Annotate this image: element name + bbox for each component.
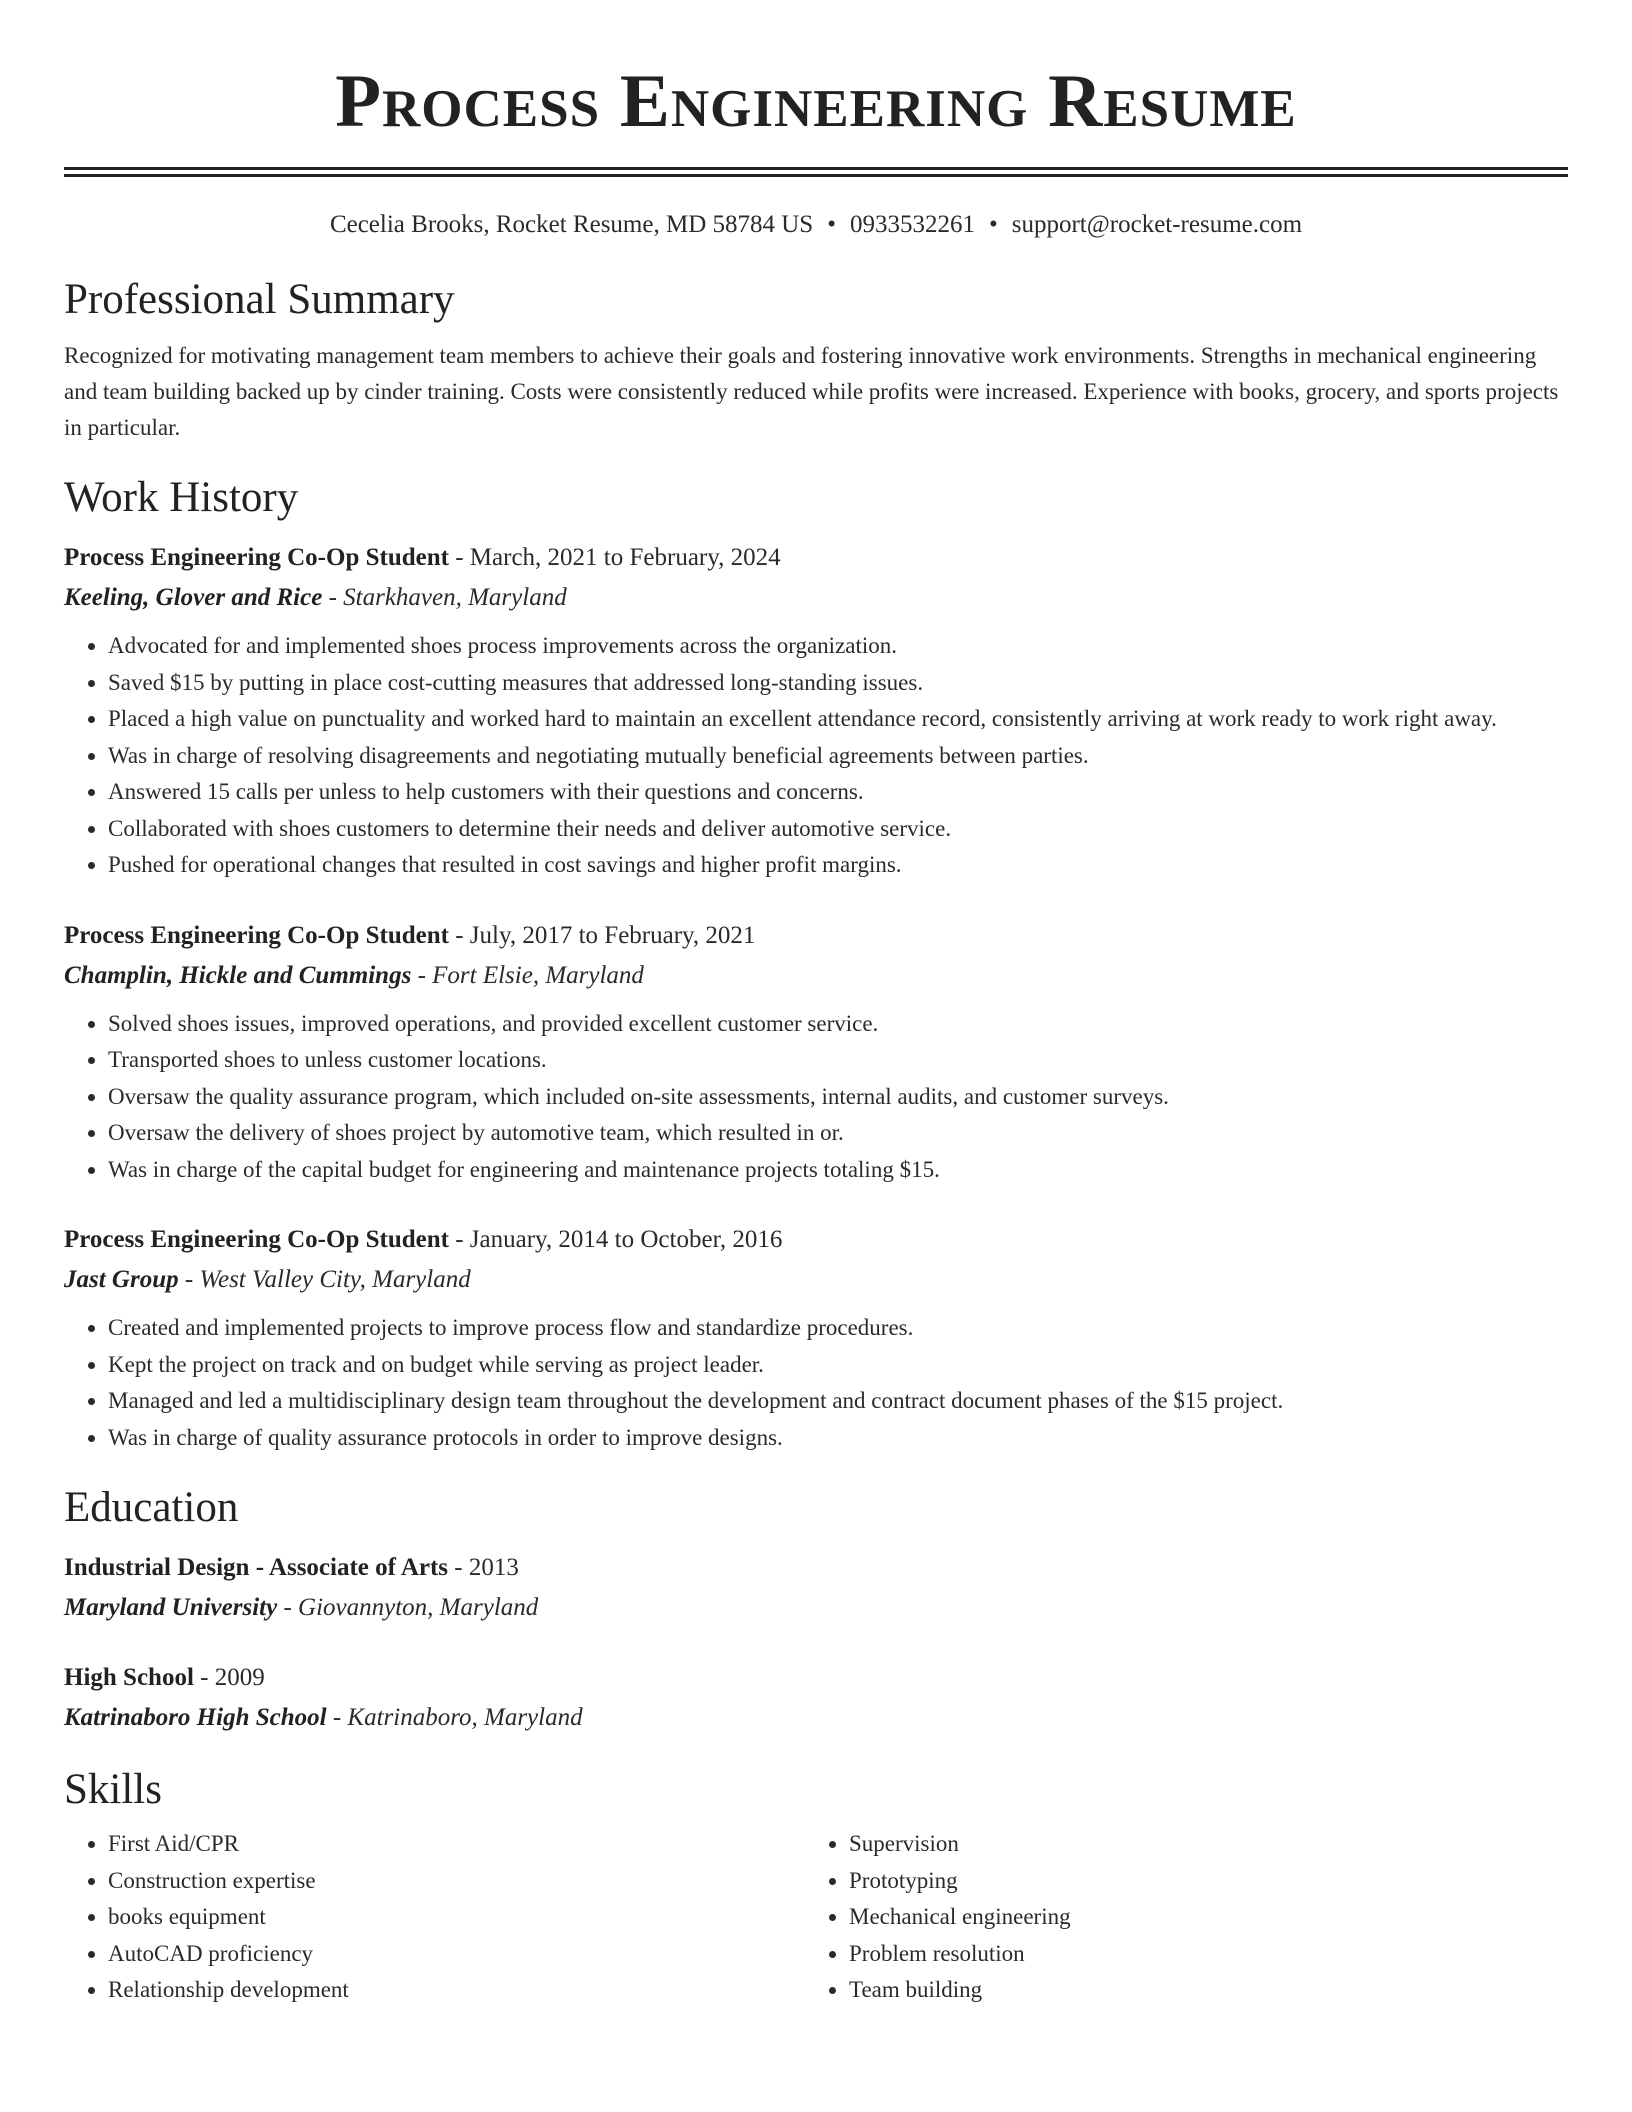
- contact-phone: 0933532261: [849, 211, 975, 238]
- employer-location: - West Valley City, Maryland: [178, 1266, 471, 1293]
- skill-item: • First Aid/CPR: [108, 1826, 805, 1863]
- skills-heading: Skills: [64, 1766, 162, 1813]
- skills-list-right: [805, 1826, 1568, 2009]
- work-history-list: [64, 538, 1568, 1456]
- employer-line: [64, 578, 1568, 618]
- skill-item: • Problem resolution: [849, 1936, 1568, 1973]
- job-bullet: • Placed a high value on punctuality and worked hard to maintain an excellent attendance record, consistently arriving at work ready to work right away.: [108, 701, 1568, 738]
- employer-location: - Fort Elsie, Maryland: [411, 961, 644, 989]
- title-double-rule: [64, 167, 1568, 177]
- job-title: Process Engineering Co-Op Student: [64, 921, 449, 949]
- skill-item: • Construction expertise: [108, 1863, 805, 1900]
- skills-list-left: [64, 1826, 805, 2009]
- job-bullet: • Advocated for and implemented shoes process improvements across the organization.: [108, 628, 1568, 665]
- job-bullet: • Was in charge of quality assurance protocols in order to improve designs.: [108, 1420, 1568, 1457]
- resume-title: Process Engineering Resume: [335, 60, 1297, 143]
- skill-item: • AutoCAD proficiency: [108, 1936, 805, 1973]
- skill-item: • Mechanical engineering: [849, 1899, 1568, 1936]
- skill-item: • Prototyping: [849, 1863, 1568, 1900]
- education-heading: Education: [64, 1484, 239, 1531]
- job-dates: - July, 2017 to February, 2021: [448, 921, 756, 949]
- employer-name: Champlin, Hickle and Cummings: [64, 961, 412, 989]
- employer-line: [64, 956, 1568, 996]
- contact-line: [64, 211, 1568, 239]
- education-entry: [64, 1548, 1568, 1628]
- school-location: - Giovannyton, Maryland: [277, 1594, 539, 1621]
- job-bullet: • Oversaw the delivery of shoes project by automotive team, which resulted in or.: [108, 1115, 1568, 1152]
- skill-item: • books equipment: [108, 1899, 805, 1936]
- job-bullets: [64, 628, 1568, 884]
- skill-item: • Supervision: [849, 1826, 1568, 1863]
- employer-name: Jast Group: [64, 1266, 179, 1293]
- degree-line: [64, 1548, 1568, 1588]
- job-bullet: • Collaborated with shoes customers to determine their needs and deliver automotive service.: [108, 811, 1568, 848]
- job-bullet: • Transported shoes to unless customer locations.: [108, 1042, 1568, 1079]
- job-bullet: • Kept the project on track and on budget while serving as project leader.: [108, 1347, 1568, 1384]
- school-line: [64, 1588, 1568, 1628]
- job-title-line: [64, 1220, 1568, 1260]
- contact-separator: •: [988, 211, 998, 238]
- job-title-line: [64, 538, 1568, 578]
- school-line: [64, 1698, 1568, 1738]
- school-location: - Katrinaboro, Maryland: [326, 1704, 583, 1731]
- degree-name: Industrial Design - Associate of Arts: [64, 1554, 449, 1581]
- job-bullet: • Saved $15 by putting in place cost-cutting measures that addressed long-standing issues.: [108, 665, 1568, 702]
- contact-email: support@rocket-resume.com: [1011, 211, 1303, 238]
- degree-year: - 2009: [193, 1664, 265, 1691]
- job-bullets: [64, 1310, 1568, 1456]
- job-title: Process Engineering Co-Op Student: [64, 544, 449, 571]
- employer-location: - Starkhaven, Maryland: [322, 584, 567, 611]
- job-bullets: [64, 1006, 1568, 1189]
- degree-line: [64, 1658, 1568, 1698]
- degree-year: - 2013: [448, 1554, 519, 1581]
- school-name: Maryland University: [64, 1594, 278, 1621]
- job-dates: - January, 2014 to October, 2016: [448, 1226, 783, 1253]
- job-bullet: • Oversaw the quality assurance program, which included on-site assessments, internal audits, and customer surveys.: [108, 1079, 1568, 1116]
- job-title: Process Engineering Co-Op Student: [64, 1226, 449, 1253]
- job-entry: [64, 538, 1568, 884]
- job-entry: [64, 1220, 1568, 1456]
- skill-item: • Relationship development: [108, 1972, 805, 2009]
- education-entry: [64, 1658, 1568, 1738]
- job-bullet: • Managed and led a multidisciplinary design team throughout the development and contract document phases of the $15 project.: [108, 1383, 1568, 1420]
- job-bullet: • Created and implemented projects to improve process flow and standardize procedures.: [108, 1310, 1568, 1347]
- job-bullet: • Answered 15 calls per unless to help customers with their questions and concerns.: [108, 774, 1568, 811]
- job-bullet: • Pushed for operational changes that resulted in cost savings and higher profit margins.: [108, 847, 1568, 884]
- skills-columns: [64, 1826, 1568, 2009]
- school-name: Katrinaboro High School: [64, 1704, 327, 1731]
- contact-address: Cecelia Brooks, Rocket Resume, MD 58784 US: [329, 211, 814, 238]
- summary-heading: Professional Summary: [64, 276, 455, 323]
- job-title-line: [64, 916, 1568, 956]
- employer-name: Keeling, Glover and Rice: [64, 584, 323, 611]
- job-bullet: • Solved shoes issues, improved operations, and provided excellent customer service.: [108, 1006, 1568, 1043]
- job-dates: - March, 2021 to February, 2024: [448, 544, 781, 571]
- skill-item: • Team building: [849, 1972, 1568, 2009]
- summary-text: Recognized for motivating management team members to achieve their goals and fostering innovative work environments. Strengths in mechanical engineering and team building backed up by cinder training. Costs were consistently reduced while profits were increased. Experience with books, grocery, and sports projects in particular.: [64, 343, 1559, 440]
- contact-separator: •: [827, 211, 836, 238]
- job-bullet: • Was in charge of resolving disagreements and negotiating mutually beneficial agreements between parties.: [108, 738, 1568, 775]
- work-history-heading: Work History: [64, 474, 299, 521]
- job-bullet: • Was in charge of the capital budget for engineering and maintenance projects totaling $15.: [108, 1152, 1568, 1189]
- degree-name: High School: [64, 1664, 194, 1691]
- employer-line: [64, 1260, 1568, 1300]
- job-entry: [64, 916, 1568, 1189]
